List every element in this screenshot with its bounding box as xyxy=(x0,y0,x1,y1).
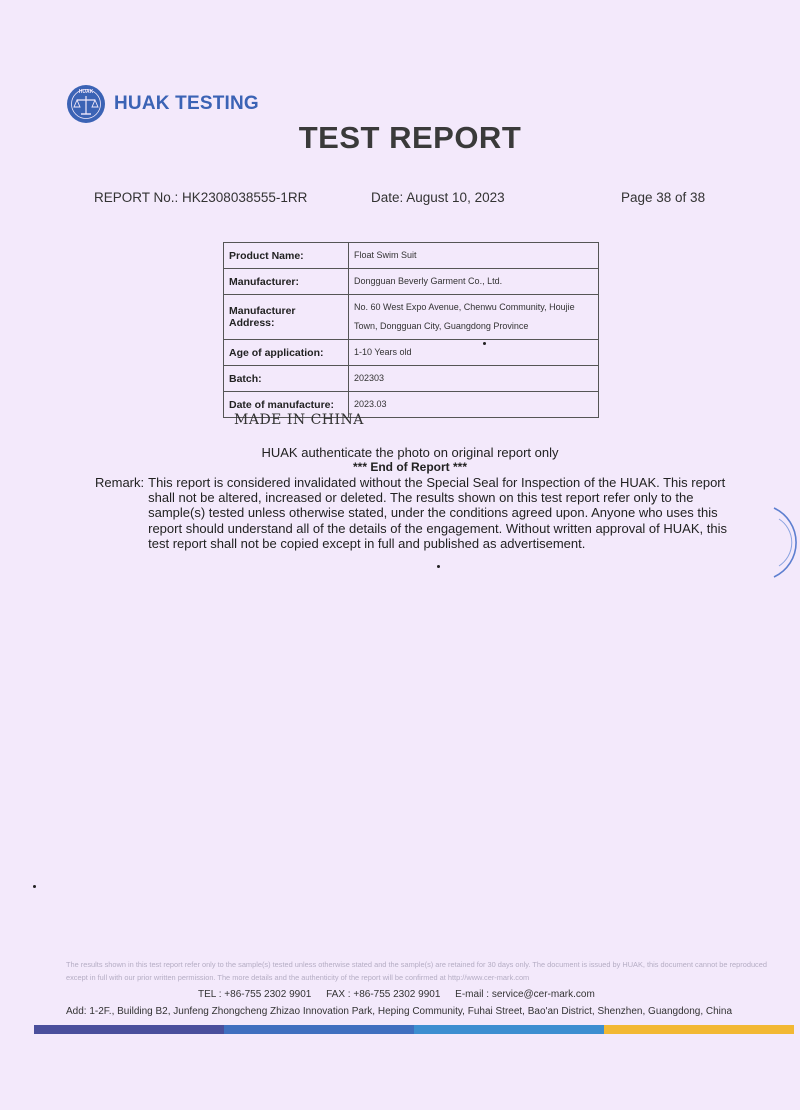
footer-address: Add: 1-2F., Building B2, Junfeng Zhongcheng Zhizao Innovation Park, Heping Community, Fuhai Street, Bao'an District, Shenzhen, Guangdong, China xyxy=(66,1006,733,1017)
table-row xyxy=(224,366,599,392)
footer-tel: TEL : +86-755 2302 9901 xyxy=(198,989,312,1000)
row-label: Product Name: xyxy=(224,243,349,269)
row-label: Age of application: xyxy=(224,340,349,366)
scales-logo-icon xyxy=(66,84,106,124)
footer-fine-print: The results shown in this test report refer only to the sample(s) tested unless otherwise stated and the sample(s) are retained for 30 days only. The document is issued by HUAK, this document cannot be reproduced except in full with our prior written permission. The more details and the authenticity of the report will be confirmed at http://www.cer-mark.com xyxy=(66,960,767,982)
page-title: TEST REPORT xyxy=(298,120,522,155)
speck xyxy=(483,342,486,345)
row-label: Date of manufacture: xyxy=(224,392,349,418)
report-number: REPORT No.: HK2308038555-1RR xyxy=(94,190,308,205)
company-logo xyxy=(66,84,259,124)
svg-text:HUAK: HUAK xyxy=(78,89,94,95)
footer-contact xyxy=(198,989,607,1000)
row-value: 1-10 Years old xyxy=(349,340,599,366)
end-of-report: *** End of Report *** xyxy=(352,460,467,474)
seal-stamp-icon xyxy=(772,505,800,580)
made-in-stamp: MADE IN CHINA xyxy=(234,412,364,428)
row-value: Float Swim Suit xyxy=(349,243,599,269)
footer-fax: FAX : +86-755 2302 9901 xyxy=(326,989,441,1000)
row-label: Manufacturer Address: xyxy=(224,295,349,340)
speck xyxy=(33,885,36,888)
color-bar-segment xyxy=(34,1025,224,1034)
row-label: Batch: xyxy=(224,366,349,392)
report-date: Date: August 10, 2023 xyxy=(371,190,505,205)
product-info-table xyxy=(223,242,599,418)
color-bar-segment xyxy=(604,1025,794,1034)
remark-label: Remark: xyxy=(95,475,145,490)
table-row xyxy=(224,295,599,340)
color-bar-segment xyxy=(414,1025,604,1034)
remark-text: This report is considered invalidated without the Special Seal for Inspection of the HUAK. This report shall not be altered, increased or deleted. The results shown on this test report refer only to the sample(s) tested unless otherwise stated, under the conditions agreed upon. Anyone who uses this report should understand all of the details of the engagement. Without written approval of HUAK, this test report shall not be copied except in full and published as advertisement. xyxy=(148,475,727,551)
row-value: No. 60 West Expo Avenue, Chenwu Community, Houjie Town, Dongguan City, Guangdong Province xyxy=(349,295,599,340)
speck xyxy=(437,565,440,568)
color-bar-segment xyxy=(224,1025,414,1034)
table-row xyxy=(224,340,599,366)
row-value: 202303 xyxy=(349,366,599,392)
footer-color-bar xyxy=(34,1025,794,1034)
row-label: Manufacturer: xyxy=(224,269,349,295)
footer-email: E-mail : service@cer-mark.com xyxy=(455,989,595,1000)
table-row xyxy=(224,243,599,269)
authentication-note: HUAK authenticate the photo on original report only xyxy=(261,445,559,460)
remark-block xyxy=(95,475,735,551)
page-number: Page 38 of 38 xyxy=(621,190,706,205)
table-row xyxy=(224,269,599,295)
brand-name: HUAK TESTING xyxy=(114,93,259,114)
row-value: Dongguan Beverly Garment Co., Ltd. xyxy=(349,269,599,295)
row-value: 2023.03 xyxy=(349,392,599,418)
